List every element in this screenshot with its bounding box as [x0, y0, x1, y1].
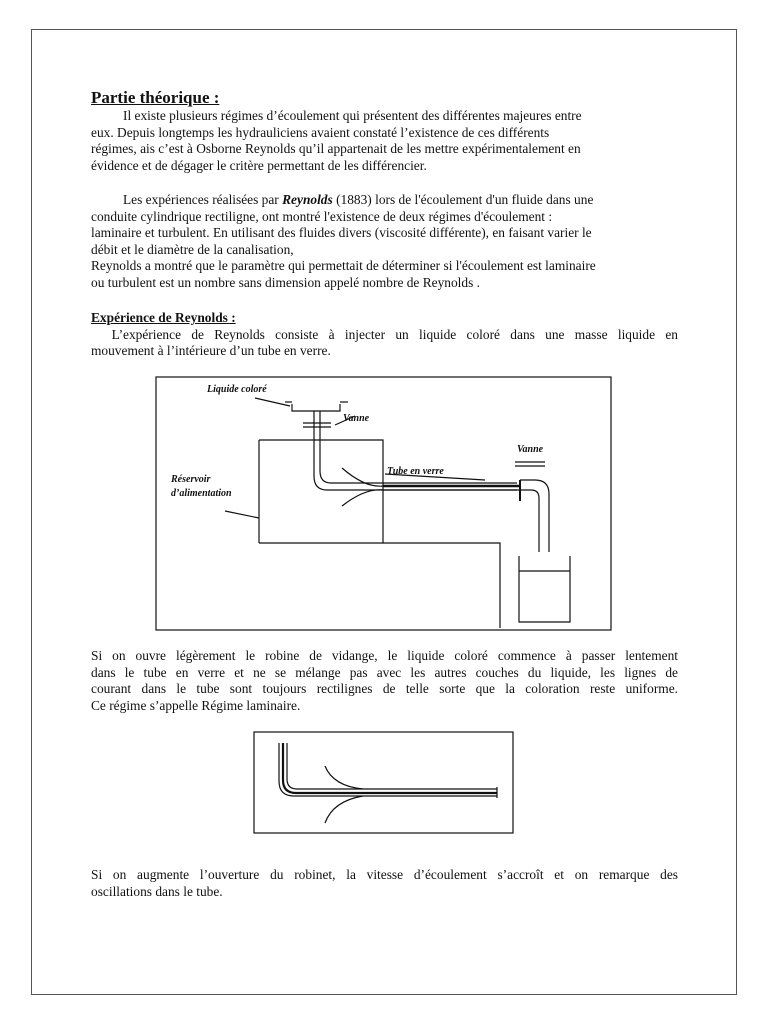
drain-pipe-inner: [520, 490, 539, 552]
dye-line-inner: [287, 743, 497, 789]
subsection-title: Expérience de Reynolds :: [91, 310, 236, 325]
paragraph-line: Si on ouvre légèrement le robine de vidange, le liquide coloré commence à passer lentement: [91, 648, 678, 663]
section-title: Partie théorique :: [91, 88, 220, 107]
label-vanne-top: Vanne: [343, 413, 370, 424]
reynolds-apparatus-figure: [155, 376, 613, 631]
collection-beaker: [519, 556, 570, 622]
reynolds-experiment-section: [91, 310, 678, 360]
label-vanne-right: Vanne: [517, 444, 544, 455]
paragraph-line: laminaire et turbulent. En utilisant des fluides divers (viscosité différente), en faisant varier le: [91, 225, 592, 240]
bellmouth-top: [325, 766, 363, 789]
dye-streak: [283, 743, 497, 793]
figure-frame: [254, 732, 513, 833]
paragraph-line: évidence et de dégager le critère permettant de les différencier.: [91, 157, 427, 173]
paragraph-line: ou turbulent est un nombre sans dimension appelé nombre de Reynolds .: [91, 274, 481, 290]
paragraph-line: régimes, ais c’est à Osborne Reynolds qu’il appartenait de les mettre expérimentalement en: [91, 141, 581, 156]
paragraph-line: courant dans le tube sont toujours rectilignes de telle sorte que la coloration reste uniforme.: [91, 681, 678, 696]
label-reservoir-2: d’alimentation: [171, 488, 232, 499]
paragraph-line: Reynolds a montré que le paramètre qui permettait de déterminer si l'écoulement est laminaire: [91, 258, 596, 273]
laminar-flow-figure: [253, 731, 515, 834]
paragraph-line: oscillations dans le tube.: [91, 883, 223, 899]
paragraph-line: eux. Depuis longtemps les hydrauliciens avaient constaté l’existence de ces différents: [91, 124, 550, 140]
experiments-paragraph: [91, 192, 678, 291]
paragraph-line: Ce régime s’appelle Régime laminaire.: [91, 697, 301, 713]
paragraph-line: mouvement à l’intérieure d’un tube en verre.: [91, 343, 331, 358]
reservoir-arrow: [225, 511, 259, 518]
paragraph-line: Il existe plusieurs régimes d’écoulement qui présentent des différentes majeures entre: [123, 108, 582, 123]
liquide-arrow: [255, 398, 290, 406]
paragraph-line: conduite cylindrique rectiligne, ont montré l'existence de deux régimes d'écoulement :: [91, 208, 553, 224]
laminar-paragraph: [91, 648, 678, 714]
label-reservoir-1: Réservoir: [171, 474, 211, 485]
turbulent-paragraph: [91, 867, 678, 900]
dye-line-outer: [279, 743, 497, 796]
intro-paragraph: [91, 108, 678, 174]
paragraph-line: Si on augmente l’ouverture du robinet, la vitesse d’écoulement s’accroît et on remarque des: [91, 867, 678, 882]
reynolds-name: Reynolds: [282, 192, 333, 207]
label-tube-en-verre: Tube en verre: [387, 466, 444, 477]
dye-funnel: [292, 404, 340, 411]
reservoir-outline: [259, 440, 500, 628]
paragraph-line: Les expériences réalisées par Reynolds (1883) lors de l'écoulement d'un fluide dans une: [123, 192, 594, 207]
label-liquide-colore: Liquide coloré: [207, 384, 267, 395]
paragraph-line: débit et le diamètre de la canalisation,: [91, 241, 294, 257]
bellmouth-bottom: [325, 796, 363, 823]
paragraph-line: dans le tube en verre et ne se mélange pas avec les autres couches du liquide, les lignes de: [91, 664, 678, 680]
paragraph-line: L’expérience de Reynolds consiste à injecter un liquide coloré dans une masse liquide en: [91, 326, 678, 342]
